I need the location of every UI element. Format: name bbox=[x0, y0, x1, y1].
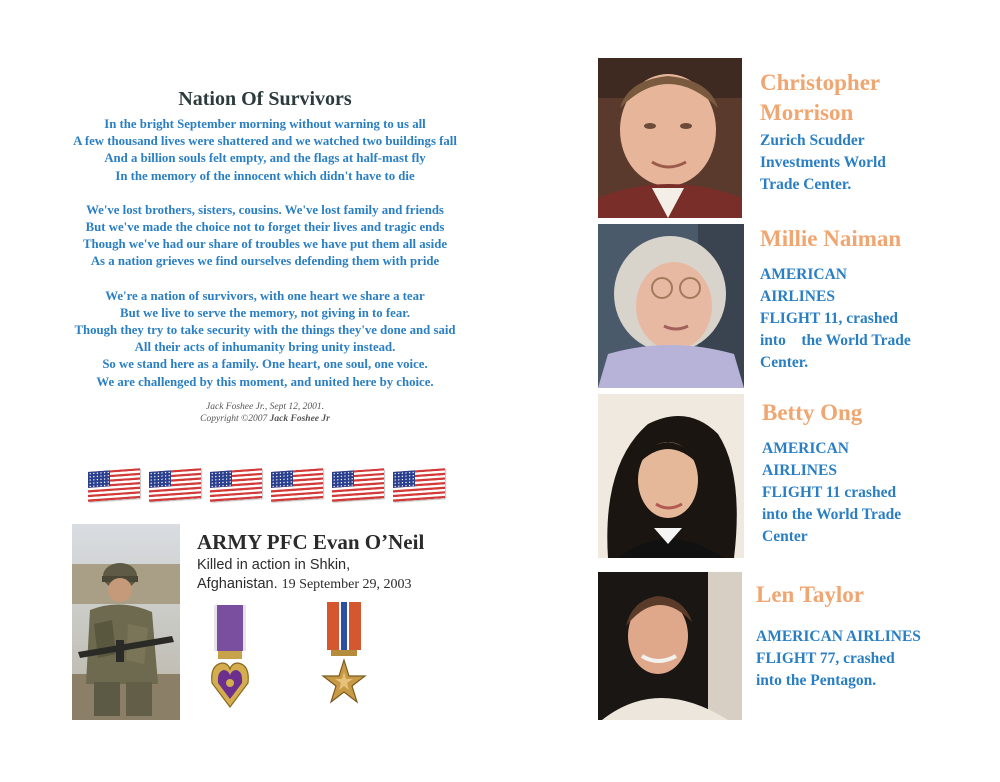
victim-desc-line: FLIGHT 11 crashed bbox=[762, 484, 897, 501]
victim-desc-line: into the Pentagon. bbox=[756, 672, 877, 689]
victim-desc-line: Investments World bbox=[760, 154, 886, 171]
victim-photo-len-taylor bbox=[598, 572, 742, 720]
bronze-star-medal-icon bbox=[319, 600, 369, 713]
victim-desc-millie-naiman bbox=[760, 264, 911, 374]
victim-desc-line: AIRLINES bbox=[760, 288, 835, 305]
victim-photo-betty-ong bbox=[598, 394, 744, 558]
poem-credits bbox=[40, 401, 490, 425]
victim-name-betty-ong bbox=[762, 398, 862, 428]
victim-name-line: Betty Ong bbox=[762, 400, 863, 425]
soldier-desc-line1: Killed in action in Shkin, bbox=[197, 557, 351, 573]
victim-photo-millie-naiman bbox=[598, 224, 744, 388]
victim-desc-len-taylor bbox=[756, 626, 921, 692]
poem-line: Though they try to take security with the things they've done and said bbox=[74, 323, 456, 338]
victim-name-line: Millie Naiman bbox=[760, 226, 902, 251]
soldier-name: ARMY PFC Evan O’Neil bbox=[197, 530, 425, 554]
us-flag-icon bbox=[210, 468, 262, 502]
poem-line: So we stand here as a family. One heart, one soul, one voice. bbox=[102, 357, 428, 372]
victim-desc-line: Trade Center. bbox=[760, 176, 852, 193]
victim-desc-line: into the World Trade bbox=[760, 332, 911, 349]
poem-line: We've lost brothers, sisters, cousins. We've lost family and friends bbox=[86, 202, 444, 217]
poem-line: A few thousand lives were shattered and we watched two buildings fall bbox=[73, 134, 457, 149]
credit-line: Jack Foshee Jr., Sept 12, 2001. bbox=[206, 402, 324, 412]
poem-line: But we've made the choice not to forget their lives and tragic ends bbox=[85, 220, 445, 235]
victim-desc-line: Center. bbox=[760, 354, 809, 371]
victim-name-line: Christopher bbox=[760, 70, 881, 95]
soldier-description bbox=[197, 556, 457, 594]
victim-desc-betty-ong bbox=[762, 438, 901, 548]
victim-desc-line: Center bbox=[762, 528, 808, 545]
soldier-desc-line2 bbox=[197, 575, 457, 594]
victim-desc-line: AIRLINES bbox=[762, 462, 837, 479]
poem-line: But we live to serve the memory, not giving in to fear. bbox=[120, 305, 410, 320]
victim-name-line: Morrison bbox=[760, 100, 854, 125]
poem-stanza-1 bbox=[40, 116, 490, 185]
poem-line: We are challenged by this moment, and united here by choice. bbox=[96, 374, 434, 389]
purple-heart-medal-icon bbox=[208, 603, 252, 716]
poem-line: We're a nation of survivors, with one heart we share a tear bbox=[105, 288, 425, 303]
soldier-desc-location: Afghanistan. bbox=[197, 576, 282, 592]
victim-desc-line: into the World Trade bbox=[762, 506, 902, 523]
flag-row bbox=[88, 468, 458, 504]
victim-name-line: Len Taylor bbox=[756, 582, 865, 607]
victim-desc-line: FLIGHT 77, crashed bbox=[756, 650, 895, 667]
victim-desc-line: Zurich Scudder bbox=[760, 132, 865, 149]
victim-desc-line: AMERICAN bbox=[760, 266, 847, 283]
us-flag-icon bbox=[149, 468, 201, 502]
poem-body bbox=[40, 116, 490, 408]
victim-photo-christopher-morrison bbox=[598, 58, 742, 218]
copyright-line bbox=[40, 413, 490, 425]
copyright-name: Jack Foshee Jr bbox=[269, 414, 330, 424]
us-flag-icon bbox=[393, 468, 445, 502]
us-flag-icon bbox=[332, 468, 384, 502]
victim-name-christopher-morrison bbox=[760, 68, 880, 128]
victim-name-millie-naiman bbox=[760, 224, 901, 254]
victim-desc-line: AMERICAN bbox=[762, 440, 849, 457]
victim-desc-christopher-morrison bbox=[760, 130, 886, 196]
soldier-desc-date: 19 September 29, 2003 bbox=[281, 577, 412, 592]
poem-line: And a billion souls felt empty, and the flags at half-mast fly bbox=[104, 151, 426, 166]
poem-stanza-3 bbox=[40, 288, 490, 391]
victim-name-len-taylor bbox=[756, 580, 864, 610]
poem-line: As a nation grieves we find ourselves defending them with pride bbox=[90, 254, 440, 269]
copyright-prefix: Copyright ©2007 bbox=[200, 414, 270, 424]
poem-line: In the memory of the innocent which didn't have to die bbox=[115, 168, 415, 183]
us-flag-icon bbox=[88, 468, 140, 502]
poem-line: All their acts of inhumanity bring unity instead. bbox=[134, 340, 396, 355]
poem-stanza-2 bbox=[40, 202, 490, 271]
us-flag-icon bbox=[271, 468, 323, 502]
poem-title: Nation Of Survivors bbox=[178, 88, 352, 110]
poem-line: Though we've had our share of troubles we have put them all aside bbox=[82, 237, 448, 252]
victim-desc-line: FLIGHT 11, crashed bbox=[760, 310, 898, 327]
soldier-photo bbox=[72, 524, 180, 720]
victim-desc-line: AMERICAN AIRLINES bbox=[756, 628, 921, 645]
poem-line: In the bright September morning without warning to us all bbox=[104, 117, 426, 131]
